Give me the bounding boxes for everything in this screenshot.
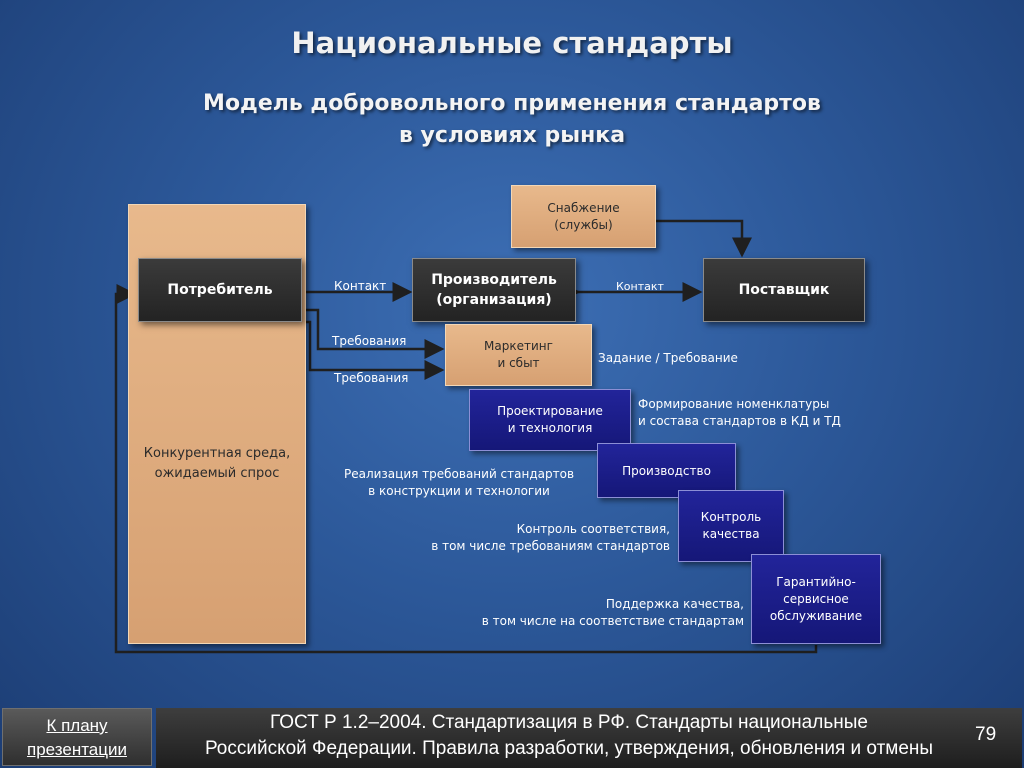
support-line-2: в том числе на соответствие стандартам bbox=[481, 614, 744, 628]
conformity-line-2: в том числе требованиям стандартов bbox=[431, 539, 670, 553]
implementation-line-1: Реализация требований стандартов bbox=[343, 467, 575, 481]
consumer-box bbox=[138, 258, 302, 322]
market-label-line-2: ожидаемый спрос bbox=[154, 466, 280, 481]
conformity-line-1: Контроль соответствия, bbox=[516, 522, 670, 536]
producer-label-line-2: (организация) bbox=[436, 292, 552, 308]
page-title: Национальные стандарты bbox=[291, 26, 733, 60]
production-label: Производство bbox=[622, 463, 711, 478]
task-requirement-label: Задание / Требование bbox=[598, 351, 738, 365]
design-label-line-2: и технология bbox=[507, 421, 593, 435]
subtitle-line-1: Модель добровольного применения стандартов bbox=[203, 91, 821, 116]
nomenclature-line-1: Формирование номенклатуры bbox=[638, 397, 830, 411]
support-line-1: Поддержка качества, bbox=[605, 597, 744, 611]
supplier-label: Поставщик bbox=[738, 282, 830, 298]
marketing-label-line-2: и сбыт bbox=[497, 356, 540, 370]
diagram-subtitle bbox=[0, 88, 1024, 152]
supply-box bbox=[511, 185, 656, 248]
implementation-line-2: в конструкции и технологии bbox=[368, 484, 550, 498]
nav-link-line-2: презентации bbox=[27, 740, 127, 759]
subtitle-line-2: в условиях рынка bbox=[398, 123, 626, 148]
supply-label-line-1: Снабжение bbox=[547, 200, 620, 215]
design-label-line-1: Проектирование bbox=[497, 404, 603, 418]
consumer-label: Потребитель bbox=[167, 282, 273, 298]
quality-support-label bbox=[430, 596, 744, 630]
nav-link-line-1: К плану bbox=[46, 716, 108, 735]
nomenclature-line-2: и состава стандартов в КД и ТД bbox=[638, 414, 841, 428]
producer-box bbox=[412, 258, 576, 322]
design-technology-box bbox=[469, 389, 631, 451]
supply-label-line-2: (службы) bbox=[554, 217, 613, 232]
implementation-label bbox=[326, 466, 592, 500]
producer-label-line-1: Производитель bbox=[431, 272, 557, 288]
page-number: 79 bbox=[975, 724, 997, 745]
requirements-label-2: Требования bbox=[334, 371, 409, 385]
requirements-label-1: Требования bbox=[332, 334, 407, 348]
service-label-line-2: сервисное bbox=[783, 591, 849, 606]
quality-label-line-1: Контроль bbox=[700, 510, 762, 524]
warranty-service-box bbox=[751, 554, 881, 644]
contact-label-left: Контакт bbox=[334, 279, 387, 293]
citation-line-1: ГОСТ Р 1.2–2004. Стандартизация в РФ. Стандарты национальные bbox=[270, 712, 868, 733]
conformity-label bbox=[380, 521, 670, 555]
quality-label-line-2: качества bbox=[702, 527, 760, 541]
service-label-line-1: Гарантийно- bbox=[776, 574, 856, 589]
supplier-box bbox=[703, 258, 865, 322]
nomenclature-label bbox=[638, 396, 841, 430]
citation-line-2: Российской Федерации. Правила разработки, утверждения, обновления и отмены bbox=[204, 738, 934, 759]
quality-control-box bbox=[678, 490, 784, 562]
marketing-box bbox=[445, 324, 592, 386]
market-label-line-1: Конкурентная среда, bbox=[143, 446, 291, 461]
marketing-label-line-1: Маркетинг bbox=[484, 339, 553, 353]
service-label-line-3: обслуживание bbox=[769, 608, 863, 623]
back-to-plan-link[interactable] bbox=[2, 708, 152, 766]
footer-citation bbox=[160, 710, 978, 762]
contact-label-right: Контакт bbox=[616, 280, 664, 293]
